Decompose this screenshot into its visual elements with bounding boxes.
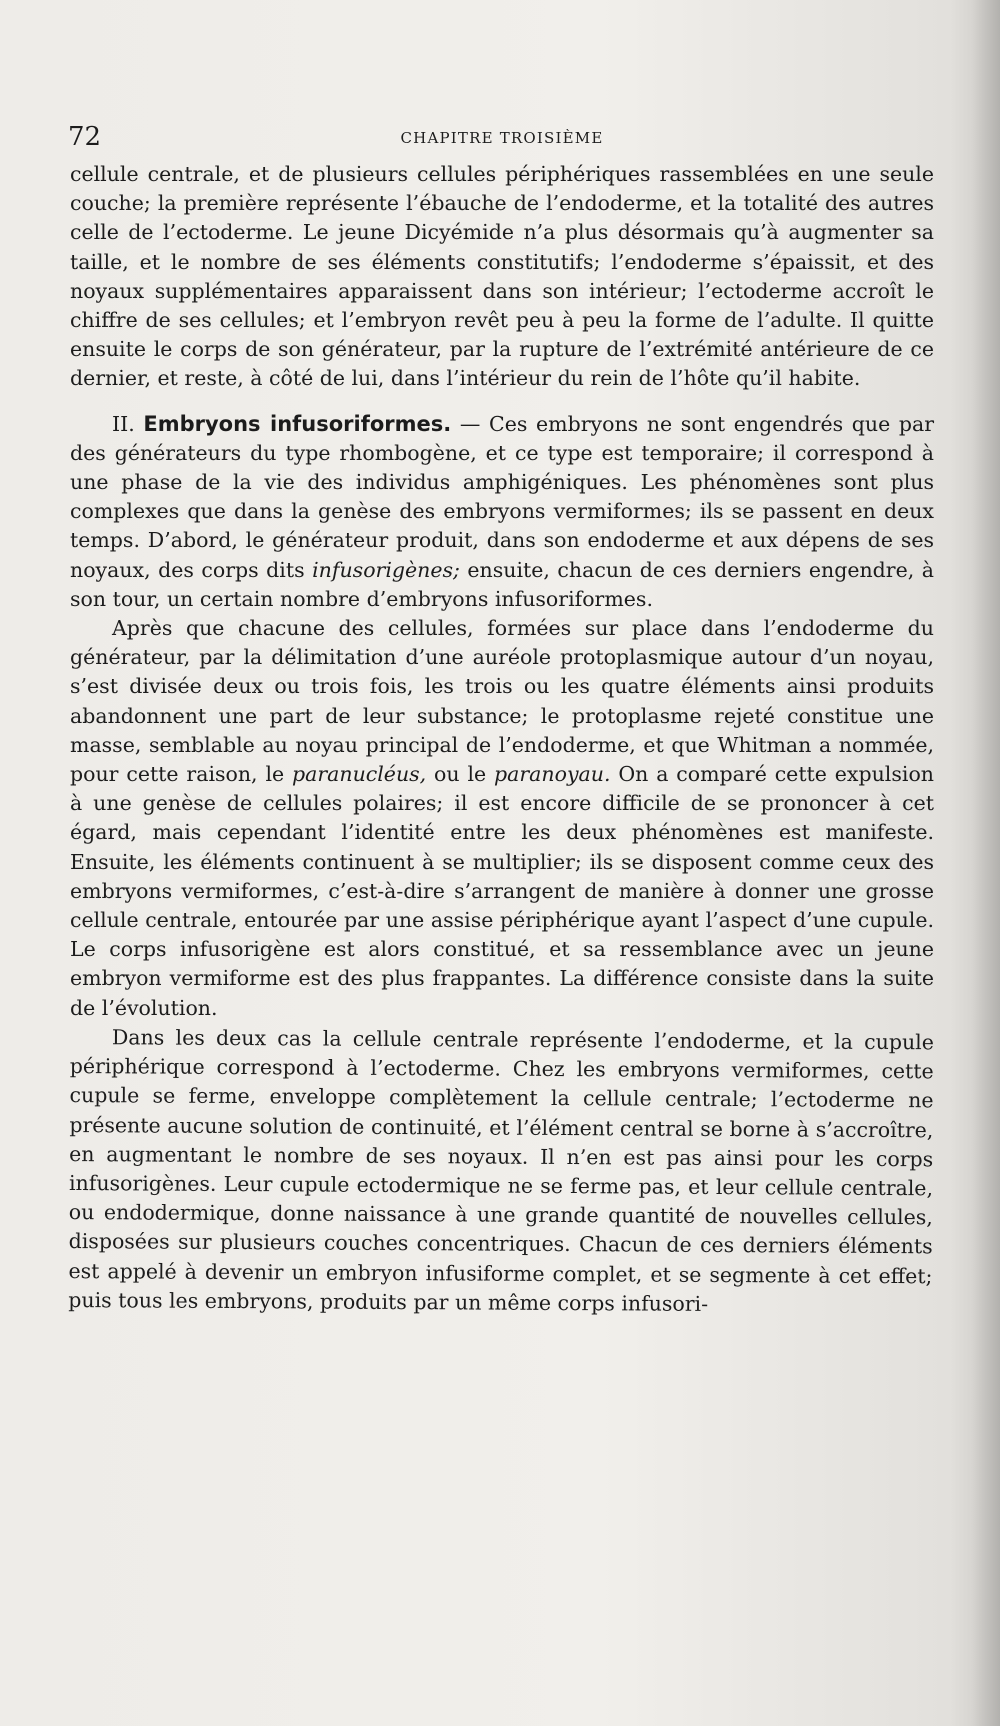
italic-term: infusorigènes; bbox=[312, 557, 460, 582]
body-text bbox=[70, 160, 934, 1315]
italic-term: paranucléus, bbox=[292, 762, 427, 787]
paragraph-4 bbox=[68, 1023, 934, 1320]
text-run: Après que chacune des cellules, formées sur place dans l’endoderme du générateur, par la délimitation d’une auréole protoplasmique autour d’un noyau, s’est divisée deux ou trois fois, les trois ou les quatre éléments ainsi produits abandonnent une part de leur substance; le protoplasme rejeté constitue une masse, semblable au noyau principal de l’endoderme, et que Whitman a nommée, pour cette raison, le bbox=[70, 616, 934, 787]
page-edge-shadow bbox=[972, 0, 1000, 1726]
text-run: Dans les deux cas la cellule centrale représente l’endoderme, et la cupule périphérique correspond à l’ectoderme. Chez les embryons vermiformes, cette cupule se ferme, enveloppe complètement la cellule centrale; l’ectoderme ne présente aucune solution de continuité, et l’élément central se borne à s’accroître, en augmentant le nombre de ses noyaux. Il n’en est pas ainsi pour les corps infusorigènes. Leur cupule ectodermique ne se ferme pas, et leur cellule centrale, ou endodermique, donne naissance à une grande quantité de nouvelles cellules, disposées sur plusieurs couches concentriques. Chacun de ces derniers éléments est appelé à devenir un embryon infusiforme complet, et se segmente à cet effet; puis tous les embryons, produits par un même corps infusori- bbox=[68, 1025, 934, 1316]
text-run: cellule centrale, et de plusieurs cellules périphériques rassemblées en une seule couche; la première représente l’ébauche de l’endoderme, et la totalité des autres celle de l’ectoderme. Le jeune Dicyémide n’a plus désormais qu’à augmenter sa taille, et le nombre de ses éléments constitutifs; l’endoderme s’épaissit, et des noyaux supplémentaires apparaissent dans son intérieur; l’ectoderme accroît le chiffre de ses cellules; et l’embryon revêt peu à peu la forme de l’adulte. Il quitte ensuite le corps de son générateur, par la rupture de l’extrémité antérieure de ce dernier, et reste, à côté de lui, dans l’intérieur du rein de l’hôte qu’il habite. bbox=[70, 162, 934, 391]
paragraph-3 bbox=[70, 614, 934, 1023]
page-header bbox=[68, 122, 936, 152]
page-number: 72 bbox=[68, 122, 102, 152]
text-run: ensuite, chacun de ces derniers engendre, à son tour, un certain nombre d’embryons infusoriformes. bbox=[70, 557, 934, 611]
running-title: CHAPITRE TROISIÈME bbox=[400, 129, 604, 147]
text-run: On a comparé cette expulsion à une genèse de cellules polaires; il est encore difficile de se prononcer à cet égard, mais cependant l’identité entre les deux phénomènes est manifeste. Ensuite, les éléments continuent à se multiplier; ils se disposent comme ceux des embryons vermiformes, c’est-à-dire s’arrangent de manière à donner une grosse cellule centrale, entourée par une assise périphérique ayant l’aspect d’une cupule. Le corps infusorigène est alors constitué, et sa ressemblance avec un jeune embryon vermiforme est des plus frappantes. La différence consiste dans la suite de l’évolution. bbox=[70, 762, 934, 1020]
section-heading: Embryons infusoriformes. bbox=[143, 411, 452, 436]
text-run: ou le bbox=[426, 762, 495, 787]
text-run: — Ces embryons ne sont engendrés que par des générateurs du type rhombogène, et ce type est temporaire; il correspond à une phase de la vie des individus amphigéniques. Les phénomènes sont plus complexes que dans la genèse des embryons vermiformes; ils se passent en deux temps. D’abord, le générateur produit, dans son endoderme et aux dépens de ses noyaux, des corps dits bbox=[70, 411, 935, 582]
paragraph-2-section-embryons-infusoriformes bbox=[70, 410, 934, 614]
paragraph-1 bbox=[70, 160, 934, 394]
text-run: II. bbox=[112, 411, 144, 436]
italic-term: paranoyau. bbox=[494, 762, 611, 787]
